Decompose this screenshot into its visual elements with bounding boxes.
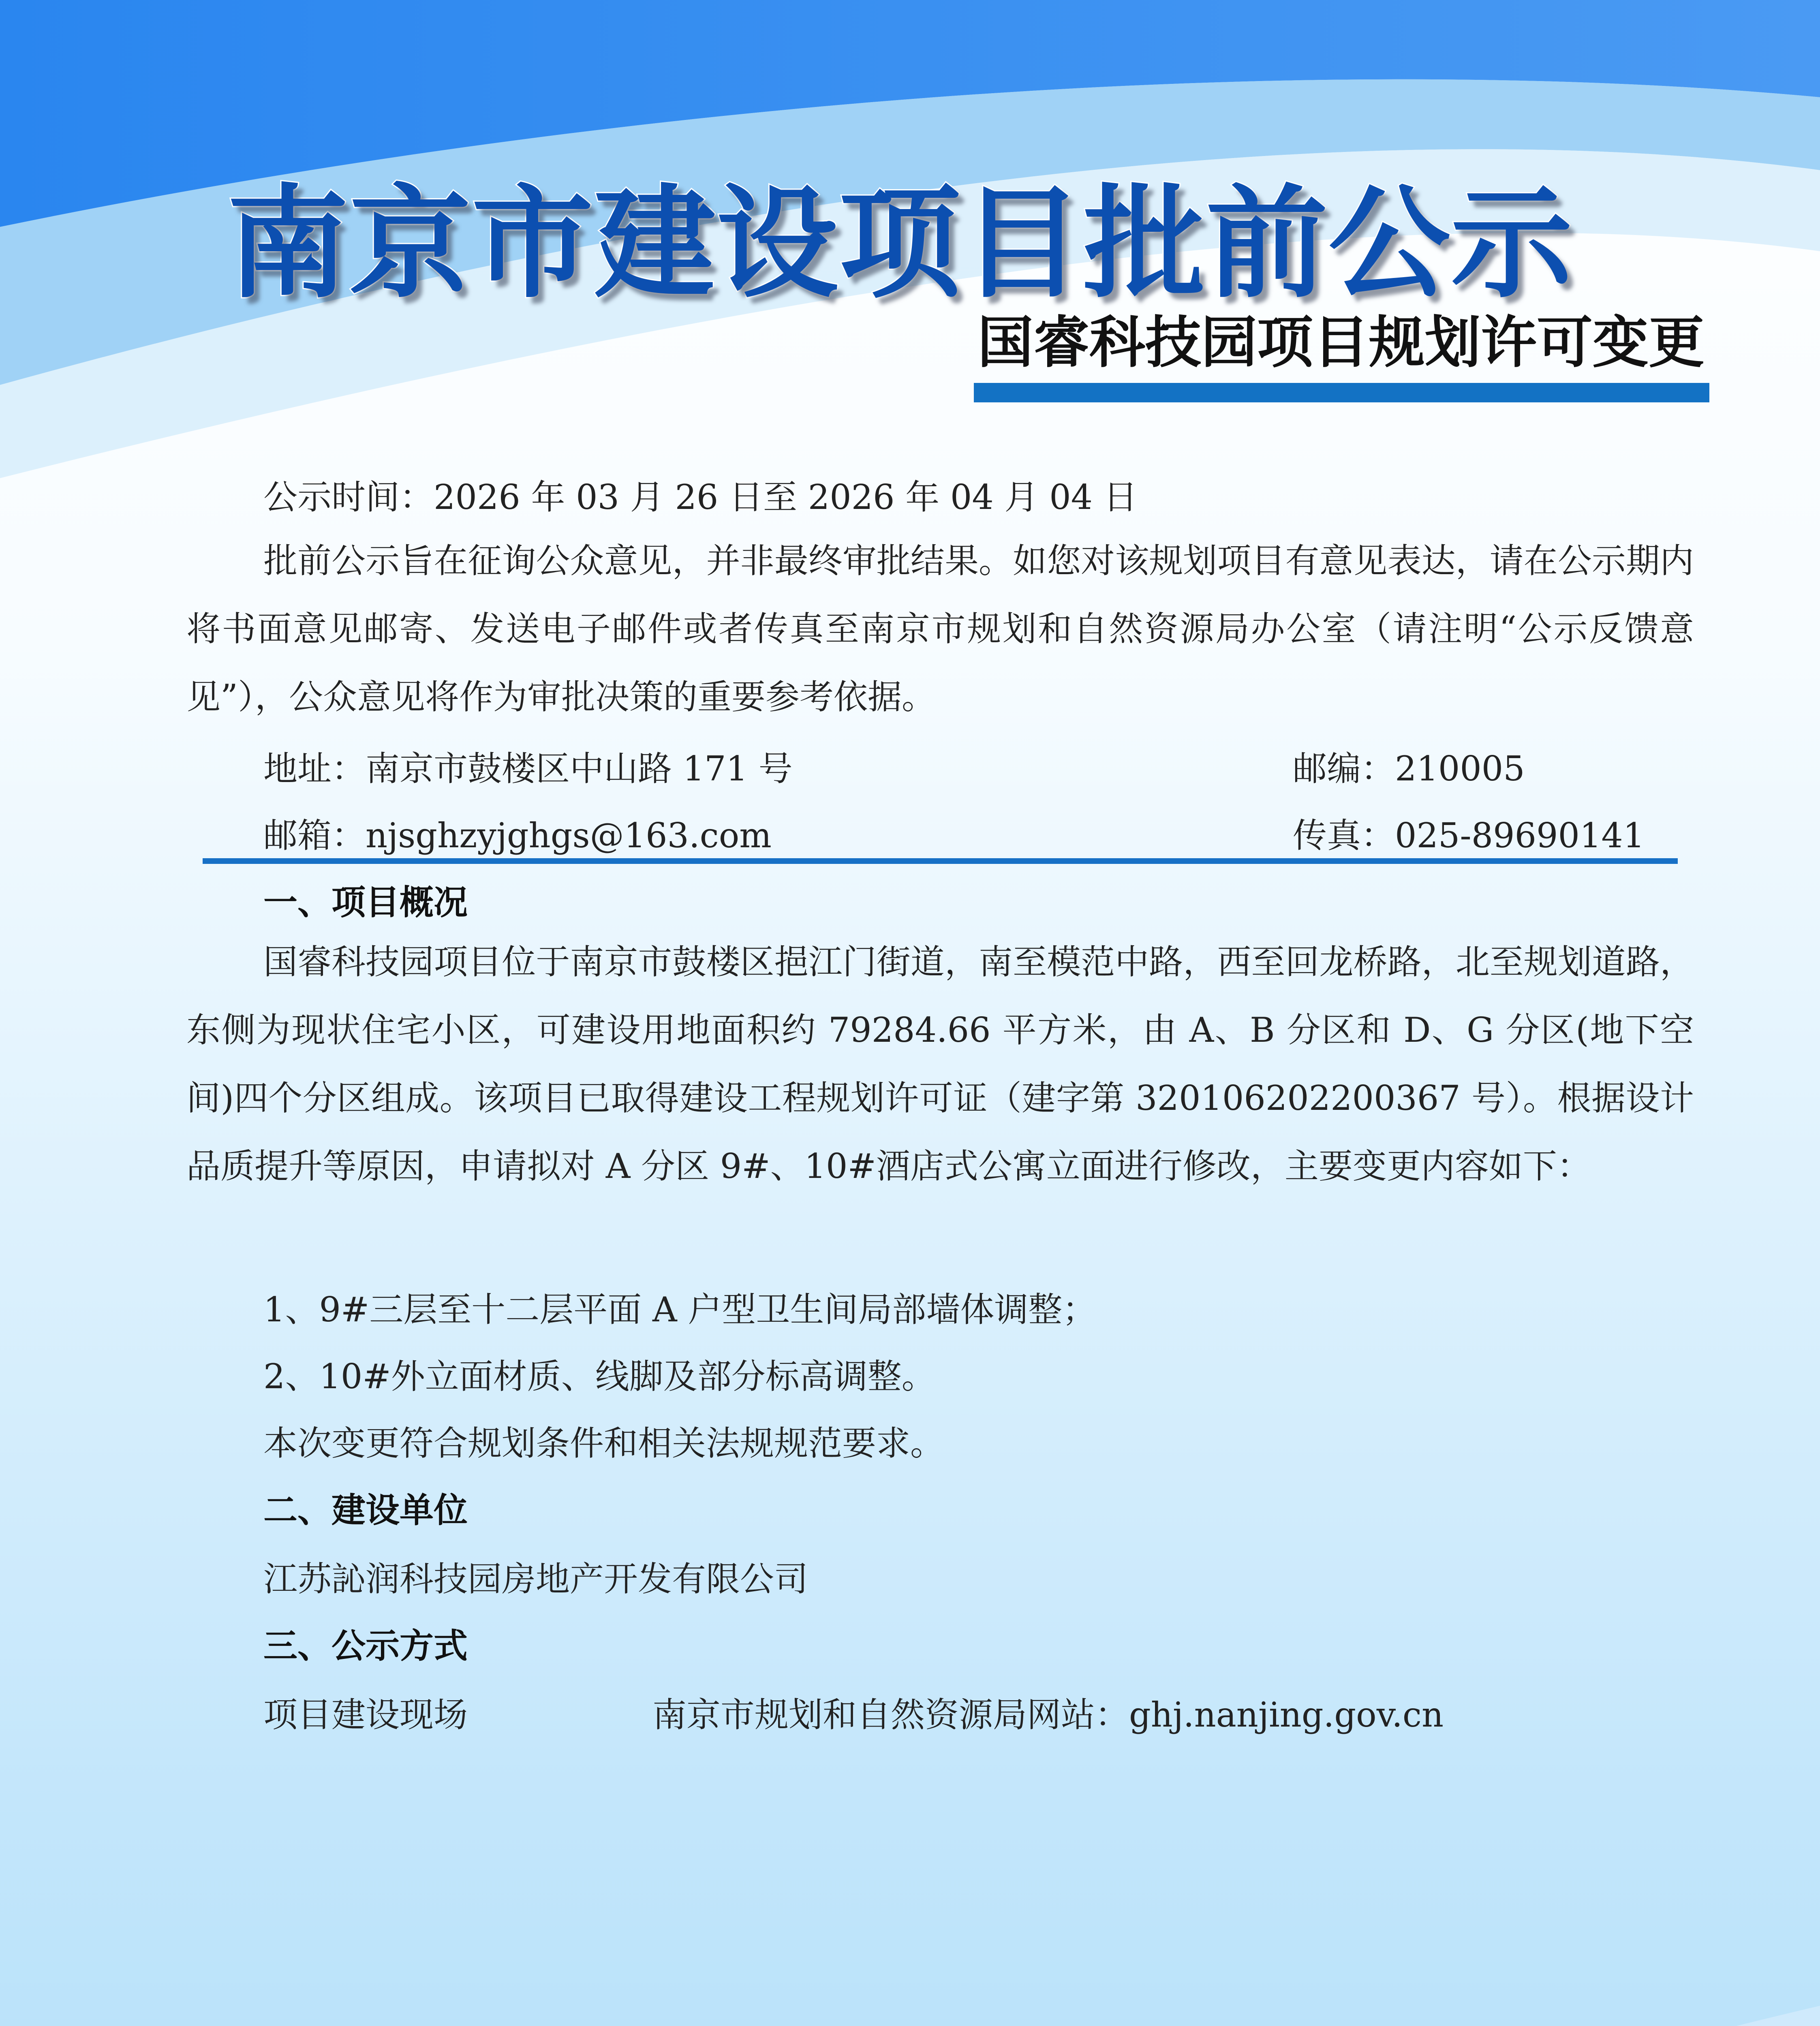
- overview-conclusion: 本次变更符合规划条件和相关法规规范要求。: [263, 1423, 945, 1463]
- overview-item: 2、10#外立面材质、线脚及部分标高调整。: [263, 1357, 936, 1396]
- method-onsite: 项目建设现场: [263, 1695, 468, 1735]
- contact-postcode: 邮编：210005: [1293, 749, 1525, 789]
- notice-intro: 批前公示旨在征询公众意见，并非最终审批结果。如您对该规划项目有意见表达，请在公示期内将书面意见邮寄、发送电子邮件或者传真至南京市规划和自然资源局办公室（请注明“公示反馈意见”），公众意见将作为审批决策的重要参考依据。: [186, 541, 1694, 717]
- notice-period: 公示时间：2026 年 03 月 26 日至 2026 年 04 月 04 日: [263, 477, 1138, 517]
- method-website: 南京市规划和自然资源局网站：ghj.nanjing.gov.cn: [652, 1695, 1444, 1735]
- contact-address: 地址：南京市鼓楼区中山路 171 号: [263, 749, 793, 789]
- section-heading-builder: 二、建设单位: [263, 1490, 468, 1530]
- subtitle-underline: [974, 383, 1709, 402]
- overview-body: 国睿科技园项目位于南京市鼓楼区挹江门街道，南至模范中路，西至回龙桥路，北至规划道路，东侧为现状住宅小区，可建设用地面积约 79284.66 平方米，由 A、B 分区和 D、G 分区(地下空间)四个分区组成。该项目已取得建设工程规划许可证（建字第 320106202200367 号）。根据设计品质提升等原因，申请拟对 A 分区 9#、10#酒店式公寓立面进行修改，主要变更内容如下：: [186, 942, 1694, 1186]
- overview-item: 1、9#三层至十二层平面 A 户型卫生间局部墙体调整；: [263, 1290, 1097, 1329]
- contact-fax: 传真：025-89690141: [1293, 816, 1645, 855]
- section-heading-overview: 一、项目概况: [263, 883, 468, 922]
- section-heading-method: 三、公示方式: [263, 1626, 468, 1666]
- section-divider: [203, 858, 1678, 864]
- contact-email: 邮箱：njsghzyjghgs@163.com: [263, 816, 772, 855]
- page-subtitle: 国睿科技园项目规划许可变更: [977, 309, 1705, 375]
- builder-name: 江苏訫润科技园房地产开发有限公司: [263, 1559, 808, 1599]
- page-title: 南京市建设项目批前公示: [227, 173, 1573, 314]
